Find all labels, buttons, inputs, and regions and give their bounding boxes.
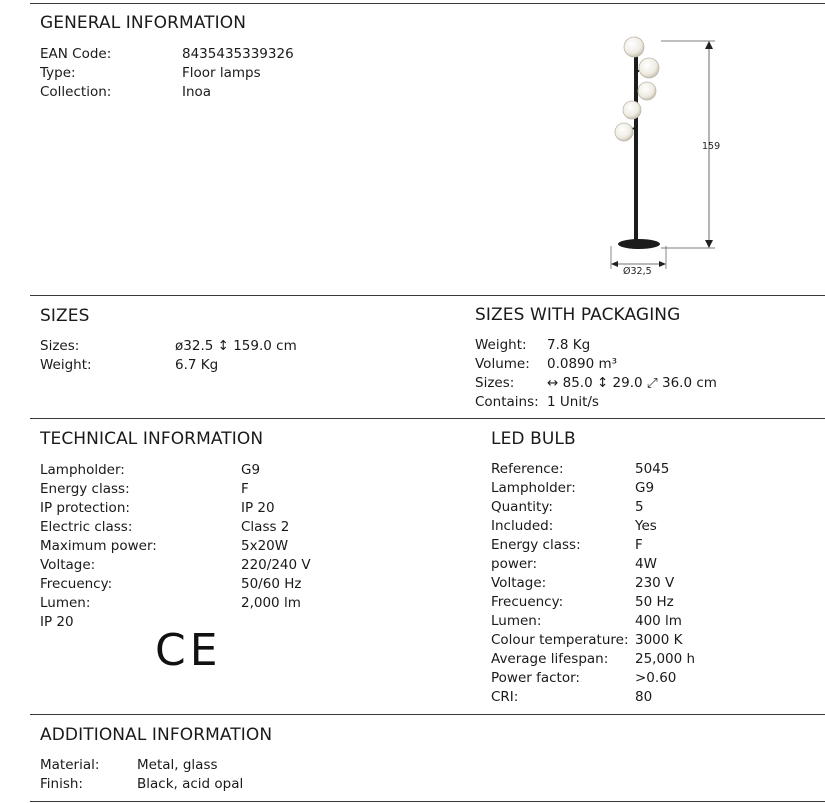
technical-label: Maximum power: xyxy=(40,538,157,554)
led-bulb-value: Yes xyxy=(635,518,657,534)
packaging-value: ↔ 85.0 ↕ 29.0 ⤢ 36.0 cm xyxy=(547,375,717,391)
technical-value: F xyxy=(241,481,249,497)
technical-value: 2,000 lm xyxy=(241,595,301,611)
floor-lamp-dimension-drawing xyxy=(595,28,735,282)
packaging-label: Weight: xyxy=(475,337,527,353)
led-bulb-label: Included: xyxy=(491,518,554,534)
lamp-globe xyxy=(623,101,641,119)
sizes-value: 6.7 Kg xyxy=(175,357,219,373)
lamp-globe xyxy=(638,82,656,100)
general-value: 8435435339326 xyxy=(182,46,294,62)
led-bulb-value: 5 xyxy=(635,499,644,515)
led-bulb-value: 400 lm xyxy=(635,613,682,629)
additional-label: Material: xyxy=(40,757,100,773)
led-bulb-value: >0.60 xyxy=(635,670,677,686)
led-bulb-label: Lumen: xyxy=(491,613,542,629)
additional-information-heading: ADDITIONAL INFORMATION xyxy=(40,725,273,745)
lamp-globe xyxy=(639,58,659,78)
packaging-label: Sizes: xyxy=(475,375,515,391)
technical-value: IP 20 xyxy=(241,500,275,516)
top-divider xyxy=(30,3,825,4)
technical-value: G9 xyxy=(241,462,261,478)
led-bulb-heading: LED BULB xyxy=(491,429,576,449)
led-bulb-label: Lampholder: xyxy=(491,480,576,496)
led-bulb-value: 50 Hz xyxy=(635,594,674,610)
lamp-base xyxy=(618,239,660,249)
technical-value: 50/60 Hz xyxy=(241,576,302,592)
section-divider-technical xyxy=(30,418,825,419)
technical-value: 5x20W xyxy=(241,538,289,554)
led-bulb-value: 5045 xyxy=(635,461,670,477)
sizes-label: Weight: xyxy=(40,357,92,373)
led-bulb-label: Quantity: xyxy=(491,499,553,515)
technical-label: Lumen: xyxy=(40,595,91,611)
packaging-value: 1 Unit/s xyxy=(547,394,599,410)
led-bulb-label: Average lifespan: xyxy=(491,651,609,667)
technical-label: Lampholder: xyxy=(40,462,125,478)
led-bulb-label: Energy class: xyxy=(491,537,581,553)
general-label: EAN Code: xyxy=(40,46,112,62)
height-label: 159 xyxy=(702,141,721,152)
led-bulb-value: 3000 K xyxy=(635,632,683,648)
technical-value: 220/240 V xyxy=(241,557,311,573)
sizes-heading: SIZES xyxy=(40,306,90,326)
led-bulb-value: G9 xyxy=(635,480,655,496)
general-value: Floor lamps xyxy=(182,65,261,81)
packaging-label: Volume: xyxy=(475,356,530,372)
led-bulb-value: 25,000 h xyxy=(635,651,696,667)
lamp-globe xyxy=(624,37,644,57)
section-divider-sizes xyxy=(30,295,825,296)
general-information-heading: GENERAL INFORMATION xyxy=(40,13,247,33)
technical-label: Electric class: xyxy=(40,519,133,535)
sizes-value: ø32.5 ↕ 159.0 cm xyxy=(175,338,297,354)
led-bulb-label: Colour temperature: xyxy=(491,632,629,648)
ce-mark: CE xyxy=(155,625,222,676)
technical-label: Voltage: xyxy=(40,557,96,573)
led-bulb-label: Power factor: xyxy=(491,670,580,686)
led-bulb-label: power: xyxy=(491,556,538,572)
section-divider-additional xyxy=(30,714,825,715)
packaging-value: 7.8 Kg xyxy=(547,337,591,353)
led-bulb-value: 80 xyxy=(635,689,653,705)
bottom-divider xyxy=(30,801,825,802)
packaging-value: 0.0890 m³ xyxy=(547,356,618,372)
additional-label: Finish: xyxy=(40,776,83,792)
technical-label: IP protection: xyxy=(40,500,130,516)
ip-rating-note: IP 20 xyxy=(40,614,74,630)
led-bulb-value: 230 V xyxy=(635,575,675,591)
sizes-with-packaging-heading: SIZES WITH PACKAGING xyxy=(475,305,681,325)
lamp-globe xyxy=(615,123,633,141)
technical-label: Frecuency: xyxy=(40,576,113,592)
packaging-label: Contains: xyxy=(475,394,539,410)
led-bulb-value: 4W xyxy=(635,556,657,572)
diameter-label: Ø32,5 xyxy=(623,266,652,277)
general-label: Type: xyxy=(40,65,76,81)
led-bulb-label: CRI: xyxy=(491,689,519,705)
led-bulb-value: F xyxy=(635,537,643,553)
additional-value: Black, acid opal xyxy=(137,776,244,792)
technical-information-heading: TECHNICAL INFORMATION xyxy=(40,429,264,449)
technical-value: Class 2 xyxy=(241,519,290,535)
additional-value: Metal, glass xyxy=(137,757,218,773)
led-bulb-label: Frecuency: xyxy=(491,594,564,610)
led-bulb-label: Reference: xyxy=(491,461,564,477)
led-bulb-label: Voltage: xyxy=(491,575,547,591)
general-value: Inoa xyxy=(182,84,212,100)
technical-label: Energy class: xyxy=(40,481,130,497)
sizes-label: Sizes: xyxy=(40,338,80,354)
general-label: Collection: xyxy=(40,84,112,100)
